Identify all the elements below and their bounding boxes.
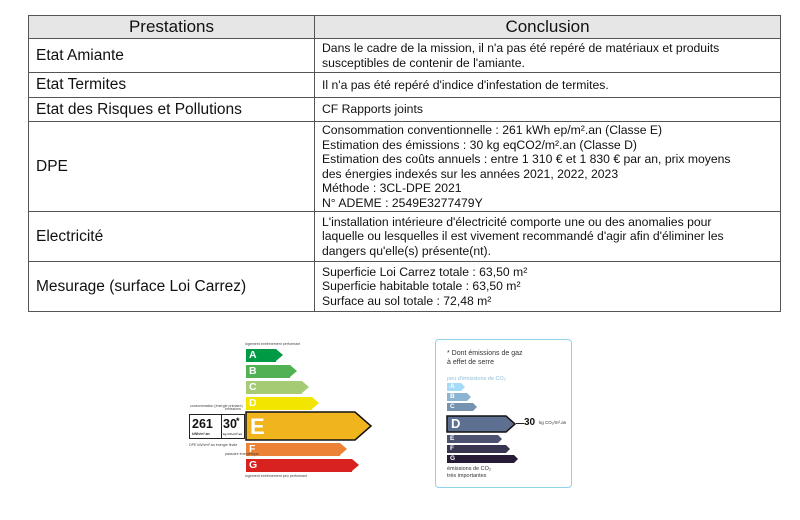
energy-emission-unit: kg CO₂/m².an (223, 432, 243, 436)
row-label: Etat Amiante (29, 39, 315, 73)
value-line: Estimation des émissions : 30 kg eqCO2/m².an (Classe D) (322, 137, 637, 152)
value-line: Superficie habitable totale : 63,50 m² (322, 279, 521, 294)
energy-passoire-note: passoire énergétique (225, 452, 259, 456)
row-value (315, 98, 781, 122)
energy-emission-mark: * (236, 416, 240, 426)
energy-current-class (245, 411, 370, 441)
row-value (315, 262, 781, 312)
value-line: dangers qu'elle(s) présente(nt). (322, 243, 491, 258)
row-value (315, 122, 781, 212)
energy-consumption-unit: kWh/m².an (192, 432, 210, 436)
energy-class-bar-d: D (246, 397, 312, 410)
ges-class-bar-b: B (447, 393, 467, 401)
table-row-dpe (29, 122, 781, 212)
value-line: N° ADEME : 2549E3277479Y (322, 195, 483, 210)
ges-unit: kg CO₂/m².an (539, 420, 567, 425)
energy-emission-value: 30 (223, 417, 237, 431)
ges-value: 30 (524, 417, 536, 428)
value-line: laquelle ou lesquelles il est vivement recommandé d'agir afin d'éliminer les (322, 229, 724, 244)
energy-class-bar-g: G (246, 459, 352, 472)
value-line: Dans le cadre de la mission, il n'a pas été repéré de matériaux et produits (322, 41, 720, 55)
ges-high-line: très importantes (447, 472, 487, 479)
ges-high-caption (447, 466, 491, 479)
value-line: Méthode : 3CL-DPE 2021 (322, 181, 462, 195)
energy-consumption-box (189, 414, 222, 439)
row-value (315, 73, 781, 98)
table-row-amiante (29, 39, 781, 73)
value-line: Consommation conventionnelle : 261 kWh ep/m².an (Classe E) (322, 123, 663, 137)
ges-class-bar-e: E (447, 435, 498, 443)
energy-class-bar-b: B (246, 365, 290, 378)
ges-value-connector (516, 423, 524, 424)
energy-label (187, 340, 362, 480)
row-label: Etat des Risques et Pollutions (29, 98, 315, 122)
table-header-row (29, 16, 781, 39)
ges-low-caption: peu d'émissions de CO₂ (447, 376, 506, 382)
table-row-electricite (29, 212, 781, 262)
ges-class-bar-f: F (447, 445, 506, 453)
value-line: L'installation intérieure d'électricité comporte une ou des anomalies pour (322, 214, 712, 229)
ges-class-bar-a: A (447, 383, 461, 391)
energy-class-bar-a: A (246, 349, 276, 362)
ges-class-bar-c: C (447, 403, 473, 411)
value-line: Superficie Loi Carrez totale : 63,50 m² (322, 264, 528, 279)
energy-class-bar-f: F (246, 443, 340, 456)
row-value (315, 39, 781, 73)
row-value (315, 212, 781, 262)
prestations-table (28, 15, 781, 312)
row-label: DPE (29, 122, 315, 212)
ges-title-line: * Dont émissions de gaz (447, 350, 523, 357)
energy-current-letter: E (250, 414, 265, 439)
row-label: Electricité (29, 212, 315, 262)
value-line: des énergies indexés sur les années 2021, 2022, 2023 (322, 166, 619, 181)
header-conclusion: Conclusion (315, 16, 781, 39)
value-line: susceptibles de contenir de l'amiante. (322, 55, 525, 70)
ges-high-line: émissions de CO₂ (447, 466, 492, 472)
row-label: Mesurage (surface Loi Carrez) (29, 262, 315, 312)
ges-class-bar-g: G (447, 455, 514, 463)
energy-small-note: DPE kWh/m².an énergie finale (189, 443, 238, 447)
value-line: CF Rapports joints (322, 102, 423, 117)
energy-bottom-caption: logement extrêmement peu performant (245, 474, 308, 478)
row-label: Etat Termites (29, 73, 315, 98)
header-prestations: Prestations (29, 16, 315, 39)
table-row-termites (29, 73, 781, 98)
value-line: Estimation des coûts annuels : entre 1 310 € et 1 830 € par an, prix moyens (322, 152, 731, 166)
energy-consumption-value: 261 (192, 417, 213, 431)
ges-current-letter: D (451, 416, 461, 431)
ges-label (435, 339, 572, 488)
value-line: Surface au sol totale : 72,48 m² (322, 293, 492, 308)
ges-current-class (446, 415, 516, 433)
ges-title-line: à effet de serre (447, 358, 494, 366)
table-row-risques (29, 98, 781, 122)
table-row-mesurage (29, 262, 781, 312)
energy-col-consumption: consommation (énergie primaire) (190, 404, 243, 408)
energy-col-emissions: émissions (225, 407, 241, 411)
energy-top-caption: logement extrêmement performant (245, 342, 301, 346)
energy-class-bar-c: C (246, 381, 302, 394)
ges-title (447, 350, 522, 367)
value-line: Il n'a pas été repéré d'indice d'infestation de termites. (322, 77, 609, 92)
energy-emission-box (221, 414, 245, 439)
